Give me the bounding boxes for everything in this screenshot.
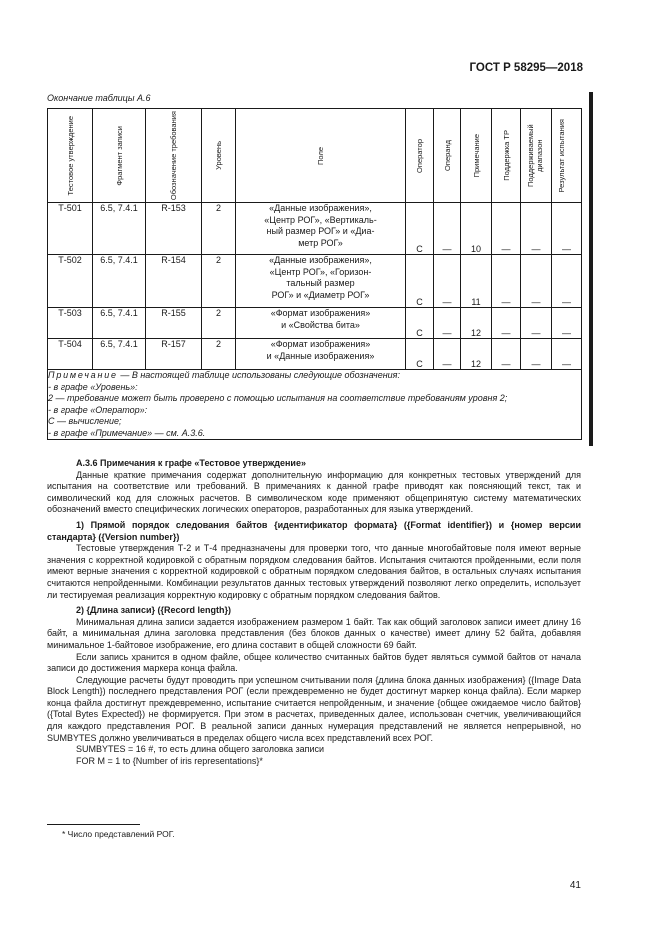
cell-range: — (521, 203, 552, 255)
paragraph: Следующие расчеты будут проводить при успешном считывании поля {длина блока данных изображения} ({Image Data Block Length}) последнего представления РОГ (если преждевременно не будет достигнут маркер конца файла). Если маркер конца файла достигнут преждевременно, испытание считается непройденным, и значение {общее ожидаемое число байтов} ({Total Bytes Expected}) не формируется. При этом в расчетах, приведенных далее, использован счетчик, увеличивающийся для каждого представления РОГ. В реальной записи данных нумерация представлений не является непрерывной, но SUMBYTES должно увеличиваться в пределах общего числа всех представлений всех РОГ. (47, 674, 581, 743)
note-line: - в графе «Примечание» — см. А.3.6. (48, 427, 206, 438)
cell-operand: — (434, 308, 461, 339)
note-intro-line: Примечание — В настоящей таблице использованы следующие обозначения: (48, 370, 400, 380)
cell-requirement: R-157 (146, 339, 202, 370)
cell-operator: С (406, 339, 434, 370)
cell-range: — (521, 255, 552, 308)
cell-id: Т-501 (48, 203, 93, 255)
cell-tp-support: — (492, 339, 521, 370)
cell-result: — (552, 255, 582, 308)
cell-requirement: R-154 (146, 255, 202, 308)
col-header: Оператор (406, 109, 434, 203)
cell-fragment: 6.5, 7.4.1 (93, 255, 146, 308)
table-row (48, 339, 582, 370)
paragraph: Минимальная длина записи задается изображением размером 1 байт. Так как общий заголовок записи имеет длину 16 байт, а минимальная длина заголовка представления (без блоков данных о качестве) имеет длину 52 байта, добавляя минимальное 1-байтовое изображение, его длина составит в общей сложности 69 байт. (47, 616, 581, 650)
note-label: Примечание (48, 370, 118, 380)
note-line: - в графе «Уровень»: (48, 381, 138, 392)
paragraph: Данные краткие примечания содержат дополнительную информацию для конкретных тестовых утверждений для испытания на соответствие или требований. В примечаниях к данной графе приводят как поясняющий текст, так и символический код для сложных расчетов. В символическом коде применяют общепринятую систему математических обозначений вместо специфических логических операторов, разработанных для языка утверждений. (47, 469, 581, 515)
cell-id: Т-504 (48, 339, 93, 370)
cell-requirement: R-155 (146, 308, 202, 339)
assertions-table (47, 108, 582, 440)
cell-field: «Формат изображения» и «Данные изображения» (236, 339, 406, 370)
col-header: Уровень (202, 109, 236, 203)
cell-range: — (521, 308, 552, 339)
cell-result: — (552, 339, 582, 370)
col-header: Примечание (461, 109, 492, 203)
paragraph: Если запись хранится в одном файле, общее количество считанных байтов будет являться суммой байтов от начала записи до достижения маркера конца файла. (47, 651, 581, 674)
note-line: С — вычисление; (48, 416, 122, 426)
table-caption: Окончание таблицы А.6 (47, 93, 151, 103)
table-row (48, 203, 582, 255)
cell-note: 10 (461, 203, 492, 255)
cell-field: «Данные изображения», «Центр РОГ», «Вертикаль- ный размер РОГ» и «Диа- метр РОГ» (236, 203, 406, 255)
col-header: Обозначение требования (146, 109, 202, 203)
footnote-rule (47, 824, 140, 825)
col-header: Поддерживаемый диапазон (521, 109, 552, 203)
cell-operator: С (406, 203, 434, 255)
cell-field: «Формат изображения» и «Свойства бита» (236, 308, 406, 339)
document-code: ГОСТ Р 58295—2018 (469, 62, 583, 74)
col-header: Тестовое утверждение (48, 109, 93, 203)
code-line: SUMBYTES = 16 #, то есть длина общего заголовка записи (76, 744, 325, 755)
cell-operator: С (406, 255, 434, 308)
cell-operand: — (434, 255, 461, 308)
col-header: Поддержка ТР (492, 109, 521, 203)
cell-fragment: 6.5, 7.4.1 (93, 203, 146, 255)
cell-note: 11 (461, 255, 492, 308)
cell-id: Т-503 (48, 308, 93, 339)
table-row (48, 308, 582, 339)
cell-id: Т-502 (48, 255, 93, 308)
subsection-heading: 2) {Длина записи} ({Record length}) (76, 605, 231, 616)
cell-result: — (552, 308, 582, 339)
cell-note: 12 (461, 308, 492, 339)
cell-field: «Данные изображения», «Центр РОГ», «Горизон- тальный размер РОГ» и «Диаметр РОГ» (236, 255, 406, 308)
cell-range: — (521, 339, 552, 370)
col-header: Операнд (434, 109, 461, 203)
cell-operator: С (406, 308, 434, 339)
cell-fragment: 6.5, 7.4.1 (93, 308, 146, 339)
note-line: - в графе «Оператор»: (48, 404, 148, 415)
code-line: FOR M = 1 to {Number of iris representations}* (76, 755, 263, 766)
note-line: 2 — требование может быть проверено с помощью испытания на соответствие требованиям уровня 2; (48, 393, 508, 403)
cell-result: — (552, 203, 582, 255)
cell-tp-support: — (492, 203, 521, 255)
cell-requirement: R-153 (146, 203, 202, 255)
table-note-row (48, 370, 582, 440)
table-row (48, 255, 582, 308)
cell-level: 2 (202, 339, 236, 370)
cell-level: 2 (202, 203, 236, 255)
table-header-row (48, 109, 582, 203)
change-bar (589, 92, 593, 446)
cell-tp-support: — (492, 255, 521, 308)
cell-fragment: 6.5, 7.4.1 (93, 339, 146, 370)
col-header: Фрагмент записи (93, 109, 146, 203)
body-text (47, 458, 581, 767)
subsection-heading: 1) Прямой порядок следования байтов {идентификатор формата} ({Format identifier}) и {номер версии стандарта} ({Version number}) (47, 519, 581, 542)
table-note (48, 370, 582, 440)
col-header: Результат испытания (552, 109, 582, 203)
cell-operand: — (434, 339, 461, 370)
footnote: * Число представлений РОГ. (62, 829, 175, 839)
cell-note: 12 (461, 339, 492, 370)
cell-level: 2 (202, 308, 236, 339)
cell-operand: — (434, 203, 461, 255)
cell-level: 2 (202, 255, 236, 308)
paragraph: Тестовые утверждения Т-2 и Т-4 предназначены для проверки того, что данные многобайтовые поля имеют верные значения с корректной кодировкой с обратным порядком следования байтов. Испытания считаются пройденными, если поля имеют верные значения с корректной кодировкой с обратным порядком следования байтов, в остальных случаях испытания считаются непройденными. Комбинации результатов данных тестовых утверждений позволяют легко определить, использует ли тестируемая реализация корректную кодировку с обратным порядком следования байтов. (47, 543, 581, 600)
page-number: 41 (569, 880, 581, 891)
col-header: Поле (236, 109, 406, 203)
cell-tp-support: — (492, 308, 521, 339)
section-heading: А.3.6 Примечания к графе «Тестовое утверждение» (76, 458, 306, 468)
